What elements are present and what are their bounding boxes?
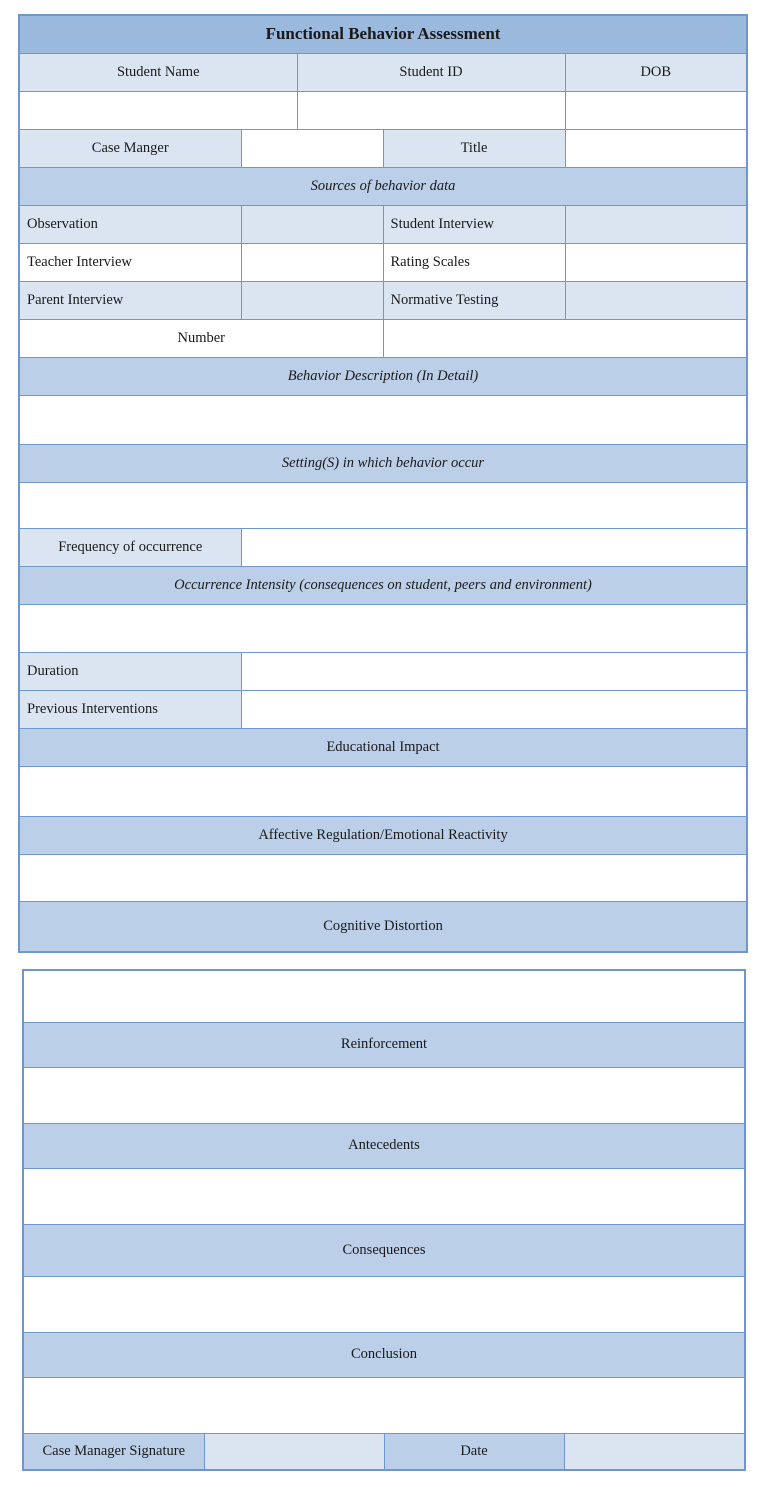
behavior-description-header: Behavior Description (In Detail) bbox=[19, 357, 747, 395]
dob-field[interactable] bbox=[565, 91, 747, 129]
student-name-label: Student Name bbox=[19, 53, 297, 91]
student-interview-field[interactable] bbox=[565, 205, 747, 243]
cognitive-distortion-header: Cognitive Distortion bbox=[19, 901, 747, 952]
duration-label: Duration bbox=[19, 652, 241, 690]
assessment-form-part-1 bbox=[18, 14, 748, 953]
conclusion-header: Conclusion bbox=[23, 1332, 745, 1377]
previous-interventions-label: Previous Interventions bbox=[19, 690, 241, 728]
dob-label: DOB bbox=[565, 53, 747, 91]
educational-impact-header: Educational Impact bbox=[19, 728, 747, 766]
case-manager-field[interactable] bbox=[241, 129, 383, 167]
student-id-label: Student ID bbox=[297, 53, 565, 91]
number-label: Number bbox=[19, 319, 383, 357]
frequency-label: Frequency of occurrence bbox=[19, 528, 241, 566]
conclusion-field[interactable] bbox=[23, 1377, 745, 1433]
consequences-header: Consequences bbox=[23, 1224, 745, 1276]
educational-impact-field[interactable] bbox=[19, 766, 747, 816]
settings-header: Setting(S) in which behavior occur bbox=[19, 444, 747, 482]
student-id-field[interactable] bbox=[297, 91, 565, 129]
parent-interview-field[interactable] bbox=[241, 281, 383, 319]
reinforcement-field[interactable] bbox=[23, 1067, 745, 1123]
settings-field[interactable] bbox=[19, 482, 747, 528]
previous-interventions-field[interactable] bbox=[241, 690, 747, 728]
teacher-interview-label: Teacher Interview bbox=[19, 243, 241, 281]
behavior-description-field[interactable] bbox=[19, 395, 747, 444]
case-manager-signature-field[interactable] bbox=[204, 1433, 384, 1470]
number-field[interactable] bbox=[383, 319, 747, 357]
student-name-field[interactable] bbox=[19, 91, 297, 129]
form-title: Functional Behavior Assessment bbox=[19, 15, 747, 53]
rating-scales-field[interactable] bbox=[565, 243, 747, 281]
student-interview-label: Student Interview bbox=[383, 205, 565, 243]
assessment-form-part-2 bbox=[22, 969, 746, 1471]
parent-interview-label: Parent Interview bbox=[19, 281, 241, 319]
sources-section-header: Sources of behavior data bbox=[19, 167, 747, 205]
case-manager-label: Case Manger bbox=[19, 129, 241, 167]
affective-regulation-header: Affective Regulation/Emotional Reactivity bbox=[19, 816, 747, 854]
normative-testing-field[interactable] bbox=[565, 281, 747, 319]
case-manager-signature-label: Case Manager Signature bbox=[23, 1433, 204, 1470]
affective-regulation-field[interactable] bbox=[19, 854, 747, 901]
duration-field[interactable] bbox=[241, 652, 747, 690]
consequences-field[interactable] bbox=[23, 1276, 745, 1332]
rating-scales-label: Rating Scales bbox=[383, 243, 565, 281]
date-label: Date bbox=[384, 1433, 564, 1470]
teacher-interview-field[interactable] bbox=[241, 243, 383, 281]
observation-label: Observation bbox=[19, 205, 241, 243]
intensity-header: Occurrence Intensity (consequences on student, peers and environment) bbox=[19, 566, 747, 604]
observation-field[interactable] bbox=[241, 205, 383, 243]
title-field[interactable] bbox=[565, 129, 747, 167]
antecedents-header: Antecedents bbox=[23, 1123, 745, 1168]
title-label: Title bbox=[383, 129, 565, 167]
date-field[interactable] bbox=[564, 1433, 745, 1470]
antecedents-field[interactable] bbox=[23, 1168, 745, 1224]
normative-testing-label: Normative Testing bbox=[383, 281, 565, 319]
intensity-field[interactable] bbox=[19, 604, 747, 652]
reinforcement-header: Reinforcement bbox=[23, 1022, 745, 1067]
frequency-field[interactable] bbox=[241, 528, 747, 566]
cognitive-distortion-field[interactable] bbox=[23, 970, 745, 1022]
